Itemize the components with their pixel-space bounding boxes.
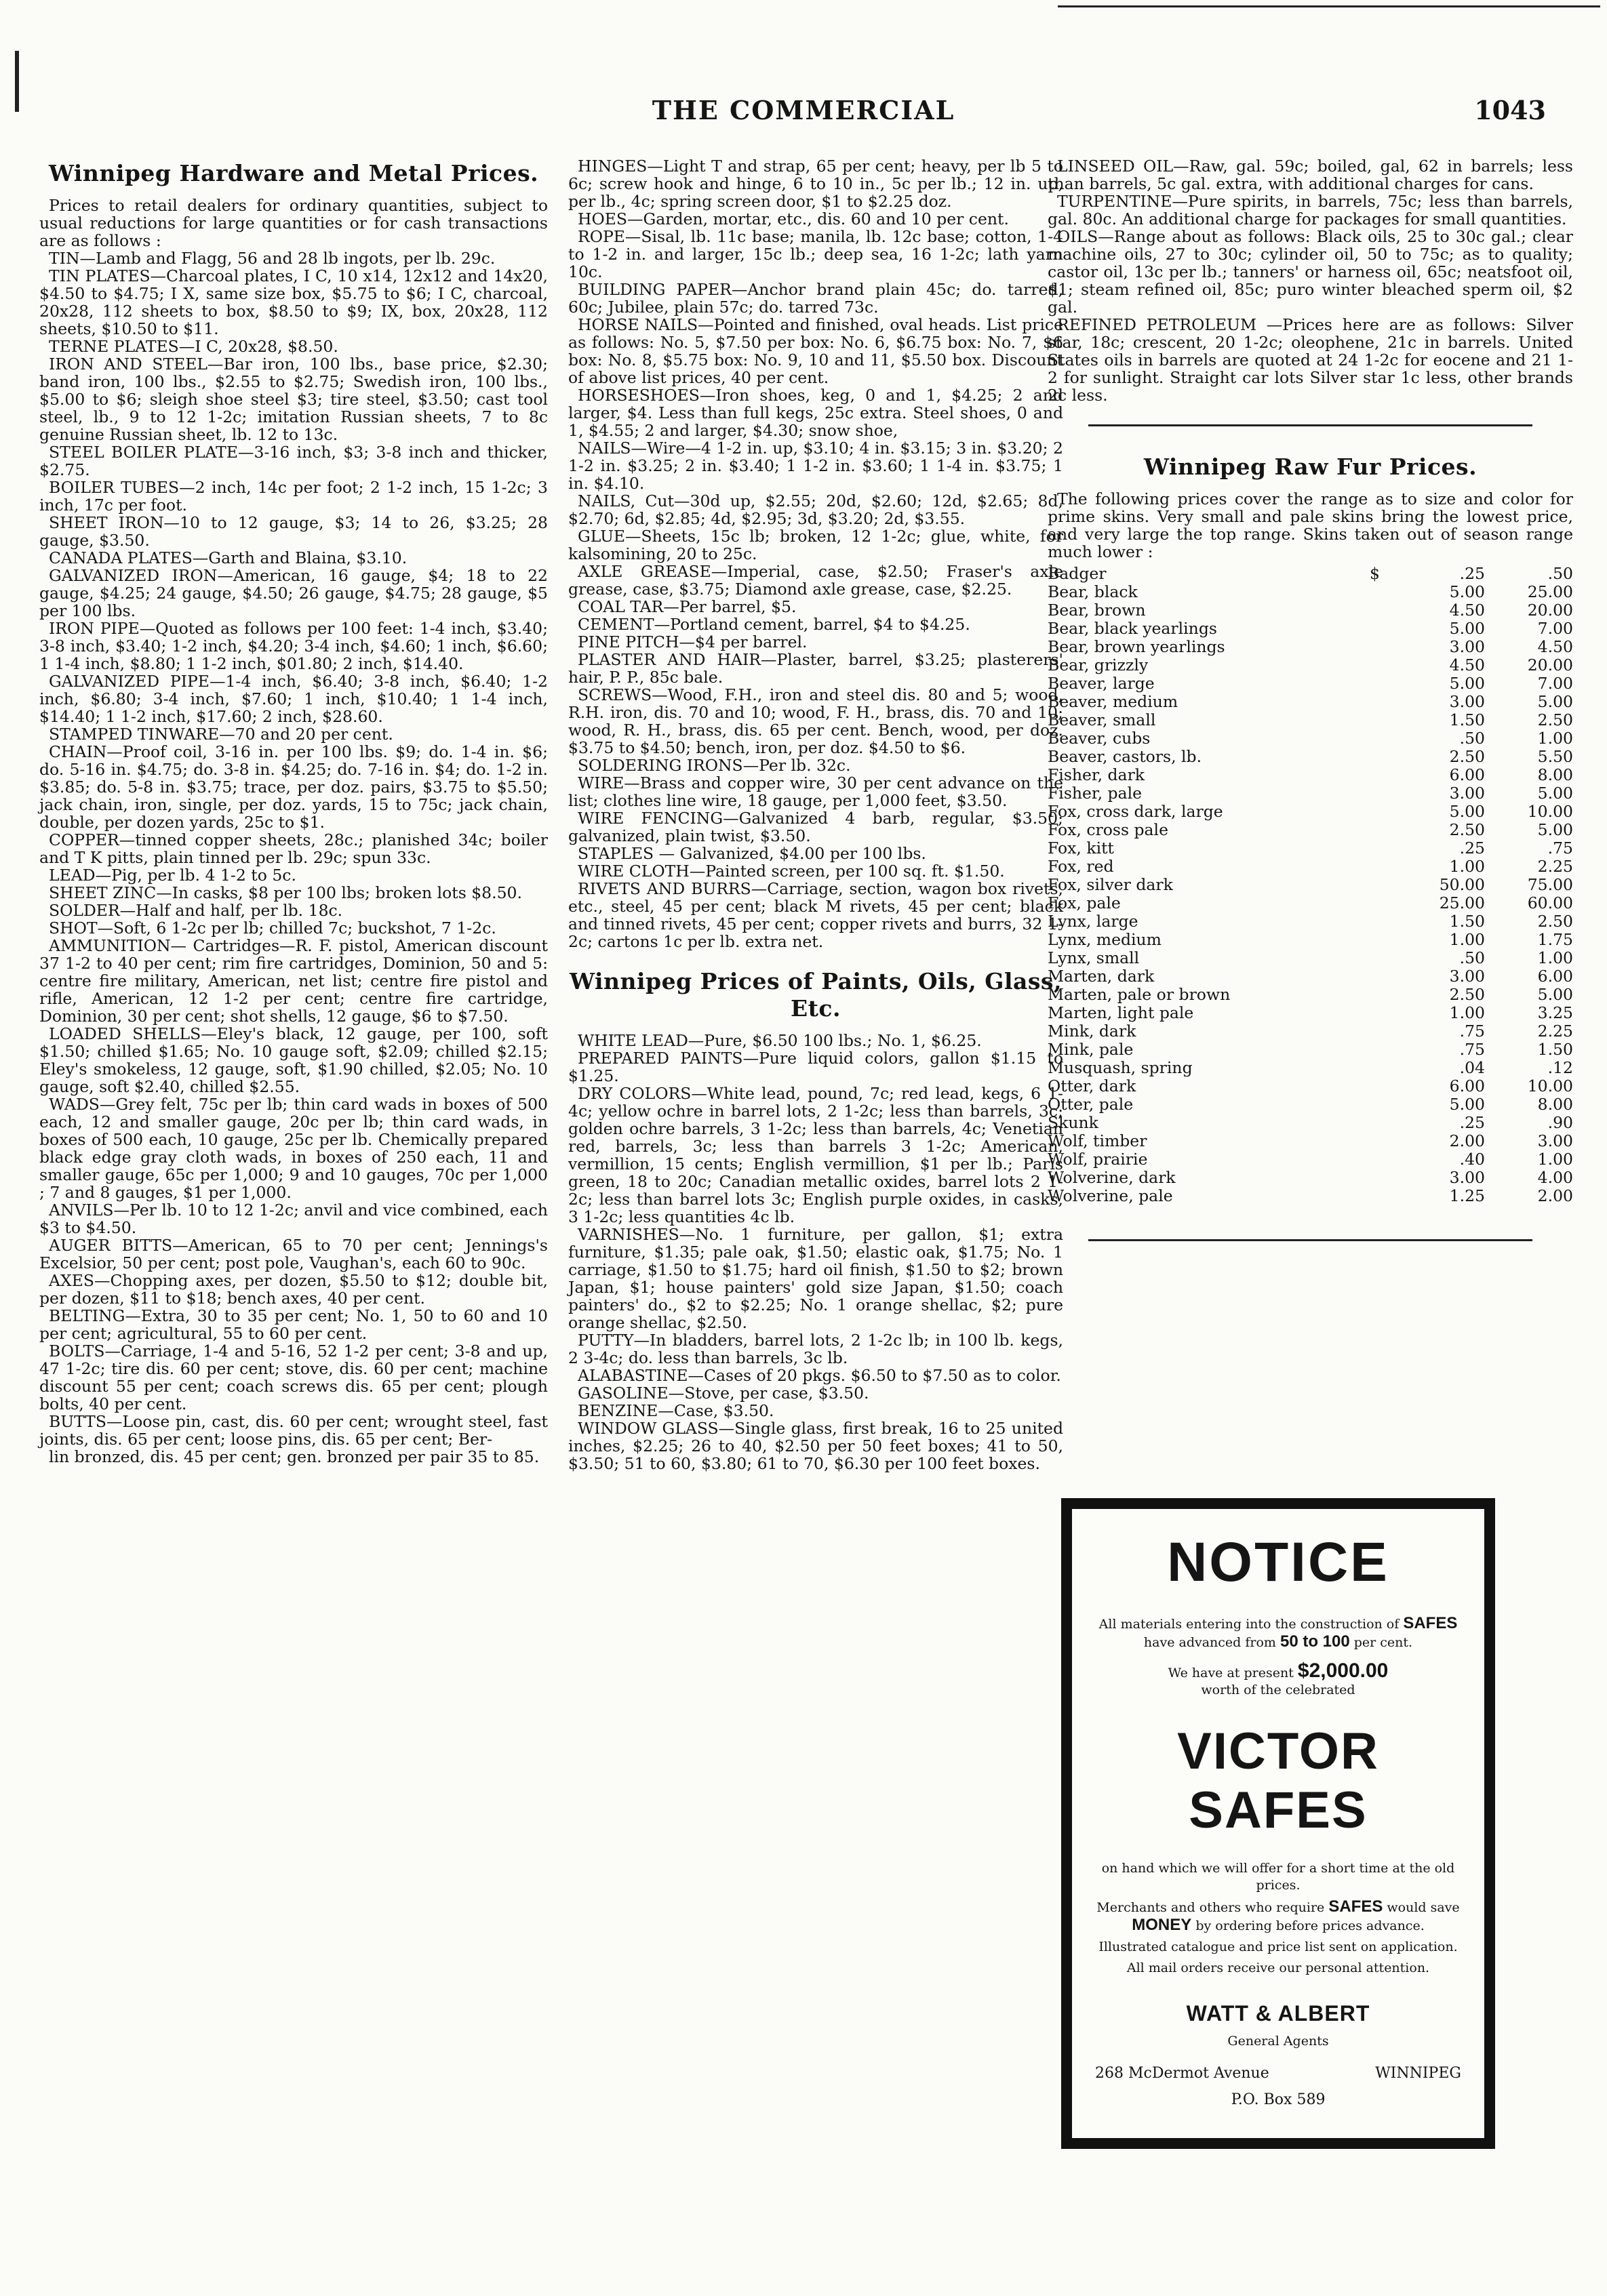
price-paragraph: SHEET ZINC—In casks, $8 per 100 lbs; broken lots $8.50.: [49, 883, 522, 902]
fur-name: Wolf, timber: [1048, 1131, 1147, 1150]
fur-row: [1048, 1095, 1573, 1114]
fur-high-price: 7.00: [1537, 619, 1573, 638]
price-paragraph: LOADED SHELLS—Eley's black, 12 gauge, per 100, soft $1.50; chilled $1.65; No. 10 gauge soft, $2.09; chilled $2.15; Eley's smokeless, 12 gauge, soft, $1.90 chilled, $2.05; No. 10 gauge, soft $2.40, chilled $2.55.: [39, 1024, 548, 1096]
price-paragraph: STEEL BOILER PLATE—3-16 inch, $3; 3-8 inch and thicker, $2.75.: [39, 443, 548, 479]
fur-dollar: [1370, 858, 1397, 876]
fur-low-price: 1.50: [1449, 710, 1485, 729]
price-paragraph: TIN PLATES—Charcoal plates, I C, 10 x14, 12x12 and 14x20, $4.50 to $4.75; I X, same size box, $5.75 to $6; I C, charcoal, 20x28, 112 sheets to box, $8.50 to $9; IX, box, 20x28, 112 sheets, $10.50 to $11.: [39, 266, 548, 338]
fur-low-price: .04: [1459, 1058, 1485, 1077]
fur-high-price: 2.00: [1537, 1186, 1573, 1205]
price-paragraph: TERNE PLATES—I C, 20x28, $8.50.: [49, 337, 338, 356]
fur-name: Marten, dark: [1048, 967, 1155, 986]
price-paragraph: HORSESHOES—Iron shoes, keg, 0 and 1, $4.25; 2 and larger, $4. Less than full kegs, 25c extra. Steel shoes, 0 and 1, $4.55; 2 and larger, $4.30; snow shoe,: [568, 386, 1063, 440]
price-paragraph: PUTTY—In bladders, barrel lots, 2 1-2c lb; in 100 lb. kegs, 2 3-4c; do. less than barrels, 3c lb.: [568, 1331, 1063, 1367]
fur-name: Otter, pale: [1048, 1095, 1134, 1114]
fur-name: Beaver, castors, lb.: [1048, 747, 1202, 766]
fur-high-price: 5.00: [1537, 820, 1573, 839]
fur-low-price: 50.00: [1439, 875, 1485, 894]
price-paragraph: Prices to retail dealers for ordinary quantities, subject to usual reductions for large quantities or for cash transactions are as follows :: [39, 196, 548, 250]
paints-paragraphs: [568, 1032, 1063, 1472]
price-paragraph: AXLE GREASE—Imperial, case, $2.50; Fraser's axle grease, case, $3.75; Diamond axle grease, case, $2.25.: [568, 562, 1063, 599]
fur-high-price: 1.50: [1537, 1040, 1573, 1059]
fur-name: Beaver, cubs: [1048, 729, 1151, 748]
fur-name: Badger: [1048, 564, 1107, 583]
fur-row: [1048, 839, 1573, 858]
fur-name: Fisher, pale: [1048, 784, 1142, 803]
fur-dollar: [1370, 912, 1397, 931]
fur-name: Beaver, medium: [1048, 692, 1178, 711]
fur-low-price: 2.50: [1449, 985, 1485, 1004]
notice-po-box: P.O. Box 589: [1231, 2091, 1326, 2108]
price-paragraph: TURPENTINE—Pure spirits, in barrels, 75c; less than barrels, gal. 80c. An additional charge for packages for small quantities.: [1048, 192, 1573, 228]
fur-low-price: .75: [1459, 1040, 1485, 1059]
notice-address-row: [1095, 2065, 1461, 2082]
fur-row: [1048, 931, 1573, 949]
fur-name: Mink, dark: [1048, 1022, 1136, 1041]
notice-line-5: Illustrated catalogue and price list sent on application.: [1098, 1939, 1458, 1954]
fur-low-price: 1.00: [1449, 1003, 1485, 1022]
fur-high-price: 25.00: [1527, 582, 1573, 601]
fur-low-price: 2.50: [1449, 747, 1485, 766]
column-right: [1048, 157, 1573, 1268]
fur-row: [1048, 711, 1573, 729]
notice-line-1: All materials entering into the construction of SAFES have advanced from 50 to 100 per cent.: [1098, 1614, 1458, 1651]
price-paragraph: STAPLES — Galvanized, $4.00 per 100 lbs.: [578, 844, 926, 863]
fur-name: Lynx, large: [1048, 912, 1138, 931]
fur-high-price: 3.00: [1537, 1131, 1573, 1150]
fur-dollar: [1370, 803, 1397, 821]
fur-name: Fox, pale: [1048, 893, 1121, 912]
fur-dollar: [1370, 894, 1397, 912]
fur-dollar: [1370, 821, 1397, 839]
fur-dollar: [1370, 674, 1397, 693]
hardware-heading: Winnipeg Hardware and Metal Prices.: [48, 160, 539, 186]
price-paragraph: WINDOW GLASS—Single glass, first break, 16 to 25 united inches, $2.25; 26 to 40, $2.50 per 50 feet boxes; 41 to 50, $3.50; 51 to 60, $3.80; 61 to 70, $6.30 per 100 feet boxes.: [568, 1419, 1063, 1473]
fur-name: Bear, grizzly: [1048, 656, 1149, 674]
fur-dollar: [1370, 949, 1397, 967]
fur-row: [1048, 1187, 1573, 1205]
price-paragraph: SHOT—Soft, 6 1-2c per lb; chilled 7c; buckshot, 7 1-2c.: [49, 919, 496, 938]
price-paragraph: WADS—Grey felt, 75c per lb; thin card wads in boxes of 500 each, 12 and smaller gauge, 20c per lb; thin card wads, in boxes of 500 each, 10 gauge, 25c per lb. Chemically prepared black edge gray cloth wads, in boxes of 250 each, 11 and smaller gauge, 65c per 1,000; 9 and 10 gauges, 70c per 1,000 ; 7 and 8 gauges, $1 per 1,000.: [39, 1095, 548, 1202]
fur-name: Fox, cross pale: [1048, 820, 1168, 839]
price-paragraph: NAILS—Wire—4 1-2 in. up, $3.10; 4 in. $3.15; 3 in. $3.20; 2 1-2 in. $3.25; 2 in. $3.40; 1 1-2 in. $3.60; 1 1-4 in. $3.75; 1 in. $4.10.: [568, 439, 1063, 493]
fur-row: [1048, 1077, 1573, 1095]
notice-line-2: We have at present $2,000.00 worth of the celebrated: [1168, 1659, 1389, 1697]
fur-name: Marten, pale or brown: [1048, 985, 1231, 1004]
fur-name: Bear, brown yearlings: [1048, 637, 1225, 656]
price-paragraph: SOLDERING IRONS—Per lb. 32c.: [578, 756, 851, 775]
fur-name: Beaver, small: [1048, 710, 1156, 729]
fur-low-price: .40: [1459, 1150, 1485, 1169]
fur-row: [1048, 729, 1573, 748]
fur-low-price: .50: [1459, 948, 1485, 967]
fur-high-price: 8.00: [1537, 765, 1573, 784]
fur-name: Fox, kitt: [1048, 839, 1115, 858]
fur-low-price: .25: [1459, 839, 1485, 858]
fur-dollar: $: [1370, 564, 1380, 583]
price-paragraph: CANADA PLATES—Garth and Blaina, $3.10.: [49, 548, 408, 567]
fur-dollar: [1370, 1059, 1397, 1077]
fur-name: Bear, black: [1048, 582, 1138, 601]
fur-name: Fox, silver dark: [1048, 875, 1173, 894]
fur-name: Lynx, medium: [1048, 930, 1162, 949]
price-paragraph: AUGER BITTS—American, 65 to 70 per cent; Jennings's Excelsior, 50 per cent; post pole, Vaughan's, each 60 to 90c.: [39, 1236, 548, 1272]
price-paragraph: WIRE FENCING—Galvanized 4 barb, regular, $3.50; galvanized, plain twist, $3.50.: [568, 809, 1063, 845]
price-paragraph: BUILDING PAPER—Anchor brand plain 45c; do. tarred, 60c; Jubilee, plain 57c; do. tarred 73c.: [568, 280, 1063, 317]
notice-address: 268 McDermot Avenue: [1095, 2065, 1269, 2082]
fur-row: [1048, 620, 1573, 638]
fur-row: [1048, 1022, 1573, 1041]
fur-name: Fox, red: [1048, 857, 1114, 876]
fur-dollar: [1370, 693, 1397, 711]
fur-name: Wolverine, dark: [1048, 1168, 1176, 1187]
fur-dollar: [1370, 1004, 1397, 1022]
price-paragraph: COPPER—tinned copper sheets, 28c.; planished 34c; boiler and T K pitts, plain tinned per lb. 29c; spun 33c.: [39, 830, 548, 867]
price-paragraph: CHAIN—Proof coil, 3-16 in. per 100 lbs. $9; do. 1-4 in. $6; do. 5-16 in. $4.75; do. 3-8 in. $4.25; do. 7-16 in. $4; do. 1-2 in. $3.85; do. 5-8 in. $3.75; trace, per doz. pairs, $3.75 to $5.50; jack chain, iron, single, per doz. yards, 15 to 75c; jack chain, double, per dozen yards, 25c to $1.: [39, 742, 548, 832]
fur-price-table: [1048, 565, 1573, 1205]
fur-high-price: 20.00: [1527, 656, 1573, 674]
fur-high-price: 5.00: [1537, 784, 1573, 803]
fur-row: [1048, 1150, 1573, 1169]
fur-dollar: [1370, 1077, 1397, 1095]
fur-row: [1048, 1169, 1573, 1187]
price-paragraph: ANVILS—Per lb. 10 to 12 1-2c; anvil and vice combined, each $3 to $4.50.: [39, 1201, 548, 1237]
fur-high-price: 8.00: [1537, 1095, 1573, 1114]
price-paragraph: STAMPED TINWARE—70 and 20 per cent.: [49, 725, 393, 744]
price-paragraph: NAILS, Cut—30d up, $2.55; 20d, $2.60; 12d, $2.65; 8d, $2.70; 6d, $2.85; 4d, $2.95; 3d, $3.20; 2d, $3.55.: [568, 491, 1063, 528]
price-paragraph: GALVANIZED PIPE—1-4 inch, $6.40; 3-8 inch, $6.40; 1-2 inch, $6.80; 3-4 inch, $7.60; 1 inch, $10.40; 1 1-4 inch, $14.40; 1 1-2 inch, $17.60; 2 inch, $28.60.: [39, 672, 548, 726]
oils-paragraphs: [1048, 157, 1573, 404]
price-paragraph: RIVETS AND BURRS—Carriage, section, wagon box rivets, etc., steel, 45 per cent; black M rivets, 45 per cent; black and tinned rivets, 45 per cent; copper rivets and burrs, 32 1-2c; cartons 1c per lb. extra net.: [568, 879, 1063, 951]
fur-row: [1048, 583, 1573, 601]
price-paragraph: ALABASTINE—Cases of 20 pkgs. $6.50 to $7.50 as to color.: [578, 1366, 1061, 1385]
price-paragraph: BOLTS—Carriage, 1-4 and 5-16, 52 1-2 per cent; 3-8 and up, 47 1-2c; tire dis. 60 per cent; stove, dis. 60 per cent; machine discount 55 per cent; coach screws dis. 65 per cent; plough bolts, 40 per cent.: [39, 1342, 548, 1413]
notice-line-6: All mail orders receive our personal attention.: [1126, 1960, 1430, 1975]
fur-low-price: 1.25: [1449, 1186, 1485, 1205]
fur-dollar: [1370, 1114, 1397, 1132]
fur-dollar: [1370, 1132, 1397, 1150]
fur-name: Wolf, prairie: [1048, 1150, 1148, 1169]
price-paragraph: HOES—Garden, mortar, etc., dis. 60 and 10 per cent.: [578, 209, 1009, 228]
price-paragraph: DRY COLORS—White lead, pound, 7c; red lead, kegs, 6 1-4c; yellow ochre in barrel lots, 2 1-2c; less than barrels, 3c; golden ochre barrels, 3 1-2c; less than barrels, 4c; Venetian red, barrels, 3c; less than barrels 3 1-2c; American, vermillion, 15 cents; English vermillion, $1 per lb.; Paris green, 18 to 20c; Canadian metallic oxides, barrel lots 2 1-2c; less than barrel lots 3c; English purple oxides, in casks, 3 1-2c; less quantities 4c lb.: [568, 1084, 1063, 1226]
fur-dollar: [1370, 1041, 1397, 1059]
fur-dollar: [1370, 601, 1397, 620]
notice-line-4: Merchants and others who require SAFES would save MONEY by ordering before prices advance.: [1096, 1897, 1460, 1934]
price-paragraph: PREPARED PAINTS—Pure liquid colors, gallon $1.15 to $1.25.: [568, 1049, 1063, 1085]
fur-high-price: 4.00: [1537, 1168, 1573, 1187]
fur-low-price: .25: [1459, 564, 1485, 583]
fur-dollar: [1370, 748, 1397, 766]
fur-name: Marten, light pale: [1048, 1003, 1194, 1022]
fur-low-price: 5.00: [1449, 582, 1485, 601]
fur-high-price: 75.00: [1527, 875, 1573, 894]
paints-heading: Winnipeg Prices of Paints, Oils, Glass, Etc.: [569, 968, 1063, 1022]
fur-high-price: 7.00: [1537, 674, 1573, 693]
notice-city: WINNIPEG: [1375, 2065, 1461, 2082]
fur-high-price: 20.00: [1527, 601, 1573, 620]
notice-agents: WATT & ALBERT: [1186, 2001, 1370, 2026]
price-paragraph: LINSEED OIL—Raw, gal. 59c; boiled, gal, 62 in barrels; less than barrels, 5c gal. extra, with additional charges for cans.: [1048, 157, 1573, 193]
price-paragraph: SCREWS—Wood, F.H., iron and steel dis. 80 and 5; wood, R.H. iron, dis. 70 and 10; wood, F. H., brass, dis. 70 and 10; wood, R. H., brass, dis. 65 per cent. Bench, wood, per doz. $3.75 to $4.50; bench, iron, per doz. $4.50 to $6.: [568, 685, 1063, 757]
fur-high-price: 5.00: [1537, 692, 1573, 711]
fur-row: [1048, 601, 1573, 620]
fur-low-price: 5.00: [1449, 1095, 1485, 1114]
price-paragraph: GASOLINE—Stove, per case, $3.50.: [578, 1384, 869, 1403]
fur-row: [1048, 674, 1573, 693]
price-paragraph: IRON PIPE—Quoted as follows per 100 feet: 1-4 inch, $3.40; 3-8 inch, $3.40; 1-2 inch, $4.20; 3-4 inch, $4.60; 1 inch, $6.60; 1 1-4 inch, $8.80; 1 1-2 inch, $01.80; 2 inch, $14.40.: [39, 619, 548, 673]
fur-low-price: 2.50: [1449, 820, 1485, 839]
fur-row: [1048, 693, 1573, 711]
price-paragraph: BOILER TUBES—2 inch, 14c per foot; 2 1-2 inch, 15 1-2c; 3 inch, 17c per foot.: [39, 478, 548, 515]
fur-high-price: 10.00: [1527, 802, 1573, 821]
fur-row: [1048, 638, 1573, 656]
fur-low-price: 1.00: [1449, 857, 1485, 876]
notice-title: NOTICE: [1167, 1531, 1389, 1593]
section-divider-2: [1088, 1239, 1532, 1241]
price-paragraph: CEMENT—Portland cement, barrel, $4 to $4.25.: [578, 615, 970, 634]
price-paragraph: SOLDER—Half and half, per lb. 18c.: [49, 901, 343, 920]
fur-low-price: 6.00: [1449, 765, 1485, 784]
fur-low-price: 4.50: [1449, 601, 1485, 620]
price-paragraph: SHEET IRON—10 to 12 gauge, $3; 14 to 26, $3.25; 28 gauge, $3.50.: [39, 513, 548, 550]
fur-high-price: 1.00: [1537, 948, 1573, 967]
fur-name: Bear, black yearlings: [1048, 619, 1217, 638]
fur-high-price: 5.50: [1537, 747, 1573, 766]
fur-name: Skunk: [1048, 1113, 1098, 1132]
fur-name: Lynx, small: [1048, 948, 1140, 967]
fur-low-price: 1.50: [1449, 912, 1485, 931]
fur-high-price: 60.00: [1527, 893, 1573, 912]
fur-high-price: .90: [1547, 1113, 1573, 1132]
fur-low-price: .25: [1459, 1113, 1485, 1132]
notice-agents-sub: General Agents: [1227, 2034, 1329, 2049]
fur-high-price: .75: [1547, 839, 1573, 858]
fur-row: [1048, 894, 1573, 912]
fur-dollar: [1370, 1150, 1397, 1169]
price-paragraph: PLASTER AND HAIR—Plaster, barrel, $3.25; plasterers' hair, P. P., 85c bale.: [568, 650, 1063, 687]
hardware-paragraphs-continued: [568, 157, 1063, 950]
fur-row: [1048, 821, 1573, 839]
fur-low-price: 25.00: [1439, 893, 1485, 912]
fur-name: Wolverine, pale: [1048, 1186, 1173, 1205]
column-middle: [568, 157, 1063, 1472]
fur-row: [1048, 656, 1573, 674]
fur-low-price: 5.00: [1449, 802, 1485, 821]
fur-name: Fisher, dark: [1048, 765, 1145, 784]
price-paragraph: REFINED PETROLEUM —Prices here are as follows: Silver star, 18c; crescent, 20 1-2c; oleophene, 21c in barrels. United States oils in barrels are quoted at 24 1-2c for eocene and 21 1-2 for sunlight. Straight car lots Silver star 1c less, other brands 2c less.: [1048, 315, 1573, 405]
fur-row: [1048, 784, 1573, 803]
fur-row: [1048, 1059, 1573, 1077]
fur-low-price: 6.00: [1449, 1076, 1485, 1095]
fur-low-price: 3.00: [1449, 692, 1485, 711]
fur-row: [1048, 766, 1573, 784]
price-paragraph: BELTING—Extra, 30 to 35 per cent; No. 1, 50 to 60 and 10 per cent; agricultural, 55 to 60 per cent.: [39, 1306, 548, 1343]
price-paragraph: BUTTS—Loose pin, cast, dis. 60 per cent; wrought steel, fast joints, dis. 65 per cent; loose pins, dis. 65 per cent; Ber-: [39, 1412, 548, 1449]
fur-row: [1048, 1041, 1573, 1059]
fur-dollar: [1370, 931, 1397, 949]
fur-dollar: [1370, 1187, 1397, 1205]
furs-intro: The following prices cover the range as to size and color for prime skins. Very small and pale skins bring the lowest price, and very large the top range. Skins taken out of season range much lower :: [1048, 489, 1573, 561]
fur-high-price: 4.50: [1537, 637, 1573, 656]
fur-row: [1048, 803, 1573, 821]
fur-name: Otter, dark: [1048, 1076, 1136, 1095]
fur-high-price: .12: [1547, 1058, 1573, 1077]
price-paragraph: COAL TAR—Per barrel, $5.: [578, 597, 797, 616]
fur-dollar: [1370, 766, 1397, 784]
fur-dollar: [1370, 876, 1397, 894]
fur-dollar: [1370, 1095, 1397, 1114]
price-paragraph: ROPE—Sisal, lb. 11c base; manila, lb. 12c base; cotton, 1-4 to 1-2 in. and larger, 15c lb.; deep sea, 16 1-2c; lath yarn 10c.: [568, 227, 1063, 281]
price-paragraph: VARNISHES—No. 1 furniture, per gallon, $1; extra furniture, $1.35; pale oak, $1.50; elastic oak, $1.75; No. 1 carriage, $1.50 to $1.75; hard oil finish, $1.50 to $2; brown Japan, $1; house painters' gold size Japan, $1.50; coach painters' do., $2 to $2.25; No. 1 orange shellac, $2; pure orange shellac, $2.50.: [568, 1225, 1063, 1332]
fur-low-price: 3.00: [1449, 1168, 1485, 1187]
fur-low-price: 5.00: [1449, 674, 1485, 693]
fur-high-price: .50: [1547, 564, 1573, 583]
fur-row: [1048, 949, 1573, 967]
fur-low-price: 3.00: [1449, 637, 1485, 656]
fur-high-price: 5.00: [1537, 985, 1573, 1004]
price-paragraph: OILS—Range about as follows: Black oils, 25 to 30c gal.; clear machine oils, 27 to 30c; cylinder oil, 50 to 75c; as to quality; castor oil, 13c per lb.; tanners' or harness oil, 65c; neatsfoot oil, $1; steam refined oil, 85c; puro winter bleached sperm oil, $2 gal.: [1048, 227, 1573, 317]
price-paragraph: GLUE—Sheets, 15c lb; broken, 12 1-2c; glue, white, for kalsomining, 20 to 25c.: [568, 527, 1063, 563]
fur-low-price: 2.00: [1449, 1131, 1485, 1150]
fur-dollar: [1370, 784, 1397, 803]
fur-row: [1048, 1132, 1573, 1150]
fur-row: [1048, 876, 1573, 894]
running-title: THE COMMERCIAL: [652, 95, 955, 125]
fur-row: [1048, 1114, 1573, 1132]
notice-line-3: on hand which we will offer for a short time at the old prices.: [1101, 1861, 1455, 1893]
fur-dollar: [1370, 1022, 1397, 1041]
notice-advertisement: [1061, 1498, 1495, 2149]
fur-row: [1048, 1004, 1573, 1022]
fur-high-price: 3.25: [1537, 1003, 1573, 1022]
fur-high-price: 1.75: [1537, 930, 1573, 949]
fur-row: [1048, 967, 1573, 986]
fur-high-price: 2.50: [1537, 710, 1573, 729]
price-paragraph: HORSE NAILS—Pointed and finished, oval heads. List price as follows: No. 5, $7.50 per box: No. 6, $6.75 box: No. 7, $6 box: No. 8, $5.75 box: No. 9, 10 and 11, $5.50 box. Discount of above list prices, 40 per cent.: [568, 315, 1063, 387]
price-paragraph: WIRE CLOTH—Painted screen, per 100 sq. ft. $1.50.: [578, 862, 1005, 881]
price-paragraph: BENZINE—Case, $3.50.: [578, 1401, 774, 1420]
price-paragraph: TIN—Lamb and Flagg, 56 and 28 lb ingots, per lb. 29c.: [49, 249, 496, 268]
price-paragraph: LEAD—Pig, per lb. 4 1-2 to 5c.: [49, 866, 296, 885]
fur-name: Bear, brown: [1048, 601, 1146, 620]
page-number: 1043: [1474, 95, 1546, 125]
fur-row: [1048, 858, 1573, 876]
fur-dollar: [1370, 711, 1397, 729]
furs-heading: Winnipeg Raw Fur Prices.: [1143, 454, 1477, 480]
fur-high-price: 1.00: [1537, 1150, 1573, 1169]
fur-high-price: 2.25: [1537, 857, 1573, 876]
fur-row: [1048, 912, 1573, 931]
fur-dollar: [1370, 967, 1397, 986]
fur-dollar: [1370, 839, 1397, 858]
fur-high-price: 10.00: [1527, 1076, 1573, 1095]
price-paragraph: AMMUNITION— Cartridges—R. F. pistol, American discount 37 1-2 to 40 per cent; rim fire cartridges, Dominion, 50 and 5: centre fire military, American, net list; centre fire pistol and rifle, American, 12 1-2 per cent; centre fire cartridge, Dominion, 30 per cent; shot shells, 12 gauge, $6 to $7.50.: [39, 936, 548, 1026]
price-paragraph: GALVANIZED IRON—American, 16 gauge, $4; 18 to 22 gauge, $4.25; 24 gauge, $4.50; 26 gauge, $4.75; 28 gauge, $5 per 100 lbs.: [39, 566, 548, 620]
fur-high-price: 1.00: [1537, 729, 1573, 748]
fur-name: Beaver, large: [1048, 674, 1155, 693]
fur-dollar: [1370, 583, 1397, 601]
fur-high-price: 2.50: [1537, 912, 1573, 931]
fur-low-price: .50: [1459, 729, 1485, 748]
fur-name: Musquash, spring: [1048, 1058, 1193, 1077]
price-paragraph: lin bronzed, dis. 45 per cent; gen. bronzed per pair 35 to 85.: [49, 1447, 540, 1466]
price-paragraph: PINE PITCH—$4 per barrel.: [578, 632, 808, 651]
fur-row: [1048, 748, 1573, 766]
fur-name: Mink, pale: [1048, 1040, 1134, 1059]
notice-brand: VICTOR SAFES: [1177, 1723, 1379, 1839]
fur-low-price: .75: [1459, 1022, 1485, 1041]
price-paragraph: WIRE—Brass and copper wire, 30 per cent advance on the list; clothes line wire, 18 gauge, per 1,000 feet, $3.50.: [568, 773, 1063, 810]
price-paragraph: HINGES—Light T and strap, 65 per cent; heavy, per lb 5 to 6c; screw hook and hinge, 6 to 10 in., 5c per lb.; 12 in. up, per lb., 4c; spring screen door, $1 to $2.25 doz.: [568, 157, 1063, 211]
fur-low-price: 1.00: [1449, 930, 1485, 949]
fur-high-price: 2.25: [1537, 1022, 1573, 1041]
fur-dollar: [1370, 656, 1397, 674]
fur-low-price: 3.00: [1449, 967, 1485, 986]
fur-dollar: [1370, 1169, 1397, 1187]
hardware-paragraphs: [39, 197, 548, 1466]
fur-dollar: [1370, 986, 1397, 1004]
fur-low-price: 4.50: [1449, 656, 1485, 674]
column-left: [39, 157, 548, 1466]
section-divider: [1088, 424, 1532, 426]
fur-low-price: 5.00: [1449, 619, 1485, 638]
fur-row: [1048, 565, 1573, 583]
fur-high-price: 6.00: [1537, 967, 1573, 986]
fur-dollar: [1370, 620, 1397, 638]
fur-dollar: [1370, 638, 1397, 656]
price-paragraph: WHITE LEAD—Pure, $6.50 100 lbs.; No. 1, $6.25.: [578, 1031, 982, 1050]
price-paragraph: IRON AND STEEL—Bar iron, 100 lbs., base price, $2.30; band iron, 100 lbs., $2.55 to $2.75; Swedish iron, 100 lbs., $5.00 to $6; sleigh shoe steel $3; tire steel, $3.50; cast tool steel, lb., 9 to 12 1-2c; imitation Russian sheets, 7 to 8c genuine Russian sheet, lb. 12 to 13c.: [39, 355, 548, 444]
fur-row: [1048, 986, 1573, 1004]
fur-dollar: [1370, 729, 1397, 748]
fur-name: Fox, cross dark, large: [1048, 802, 1223, 821]
top-rule: [1058, 5, 1600, 7]
fur-low-price: 3.00: [1449, 784, 1485, 803]
price-paragraph: AXES—Chopping axes, per dozen, $5.50 to $12; double bit, per dozen, $11 to $18; bench axes, 40 per cent.: [39, 1271, 548, 1308]
